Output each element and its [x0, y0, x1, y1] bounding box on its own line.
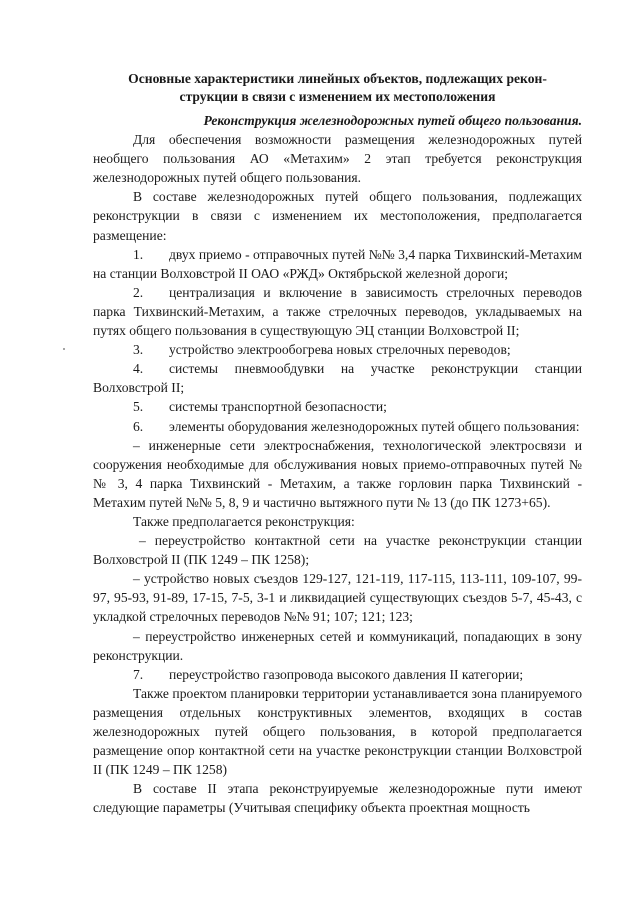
list-item-text: системы транспортной безопасности;: [169, 399, 387, 415]
final-paragraph: В составе II этапа реконструируемые железнодорожные пути имеют следующие параметры (Учитывая специфику объекта проектная мощность: [93, 781, 582, 816]
title-line-2: струкции в связи с изменением их местоположения: [179, 89, 496, 104]
recon-item: – переустройство контактной сети на участке реконструкции станции Волховстрой II (ПК 1249 – ПК 1258);: [93, 533, 582, 568]
also-reconstruction-heading: Также предполагается реконструкция:: [133, 513, 355, 529]
list-item: [93, 417, 582, 436]
document-body: [93, 70, 582, 817]
list-item-text: двух приемо - отправочных путей №№ 3,4 парка Тихвинский-Метахим на станции Волховстрой II ОАО «РЖД» Октябрьской железной дороги;: [93, 246, 582, 281]
list-item-text: системы пневмообдувки на участке реконструкции станции Волховстрой II;: [93, 361, 582, 396]
list-item-number: 1.: [133, 246, 144, 262]
recon-item: – устройство новых съездов 129-127, 121-119, 117-115, 113-111, 109-107, 99-97, 95-93, 91-89, 17-15, 7-5, 3-1 и ликвидацией существующих съездов 5-7, 45-43, с укладкой стрелочных переводов №№ 91; 107; 121; 123;: [93, 571, 582, 625]
list-item: [93, 359, 582, 397]
composition-paragraph: В составе железнодорожных путей общего пользования, подлежащих реконструкции в связи с изменением их местоположения, предполагается размещение:: [93, 189, 582, 243]
list-item-text: устройство электрообогрева новых стрелочных переводов;: [169, 342, 511, 358]
list-item-number: 3.: [133, 342, 144, 358]
recon-item: – переустройство инженерных сетей и коммуникаций, попадающих в зону реконструкции.: [93, 628, 582, 663]
list-item-text: централизация и включение в зависимость стрелочных переводов парка Тихвинский-Метахим, а также стрелочных переводов, укладываемых на путях общего пользования в существующую ЭЦ станции Волховстрой II;: [93, 284, 582, 339]
list-item: [93, 340, 582, 359]
list-item-number: 7.: [133, 666, 144, 682]
scan-speck: [63, 348, 65, 350]
list-item: [93, 665, 582, 684]
list-item-text: переустройство газопровода высокого давления II категории;: [169, 666, 524, 682]
intro-paragraph: Для обеспечения возможности размещения железнодорожных путей необщего пользования АО «Метахим» 2 этап требуется реконструкция железнодорожных путей общего пользования.: [93, 132, 582, 186]
list-item-number: 2.: [133, 284, 144, 300]
zone-paragraph: Также проектом планировки территории устанавливается зона планируемого размещения отдельных конструктивных элементов, входящих в состав железнодорожных путей общего пользования, в которой предполагается размещение опор контактной сети на участке реконструкции станции Волховстрой II (ПК 1249 – ПК 1258): [93, 685, 582, 778]
list-item: [93, 397, 582, 416]
list-item-number: 6.: [133, 418, 144, 434]
list-item-number: 5.: [133, 399, 144, 415]
item6-subitem: – инженерные сети электроснабжения, технологической электросвязи и сооружения необходимые для обслуживания новых приемо-отправочных путей №№ 3, 4 парка Тихвинский - Метахим, а также горловин парка Тихвинский - Метахим путей №№ 5, 8, 9 и частично вытяжного пути № 13 (до ПК 1273+65).: [93, 437, 582, 510]
section-subtitle: Реконструкция железнодорожных путей общего пользования.: [203, 113, 582, 128]
list-item: [93, 283, 582, 340]
list-item-text: элементы оборудования железнодорожных путей общего пользования:: [169, 418, 580, 434]
list-item-number: 4.: [133, 361, 144, 377]
title-line-1: Основные характеристики линейных объектов, подлежащих рекон-: [128, 71, 547, 86]
list-item: [93, 245, 582, 283]
document-title: [93, 70, 582, 106]
